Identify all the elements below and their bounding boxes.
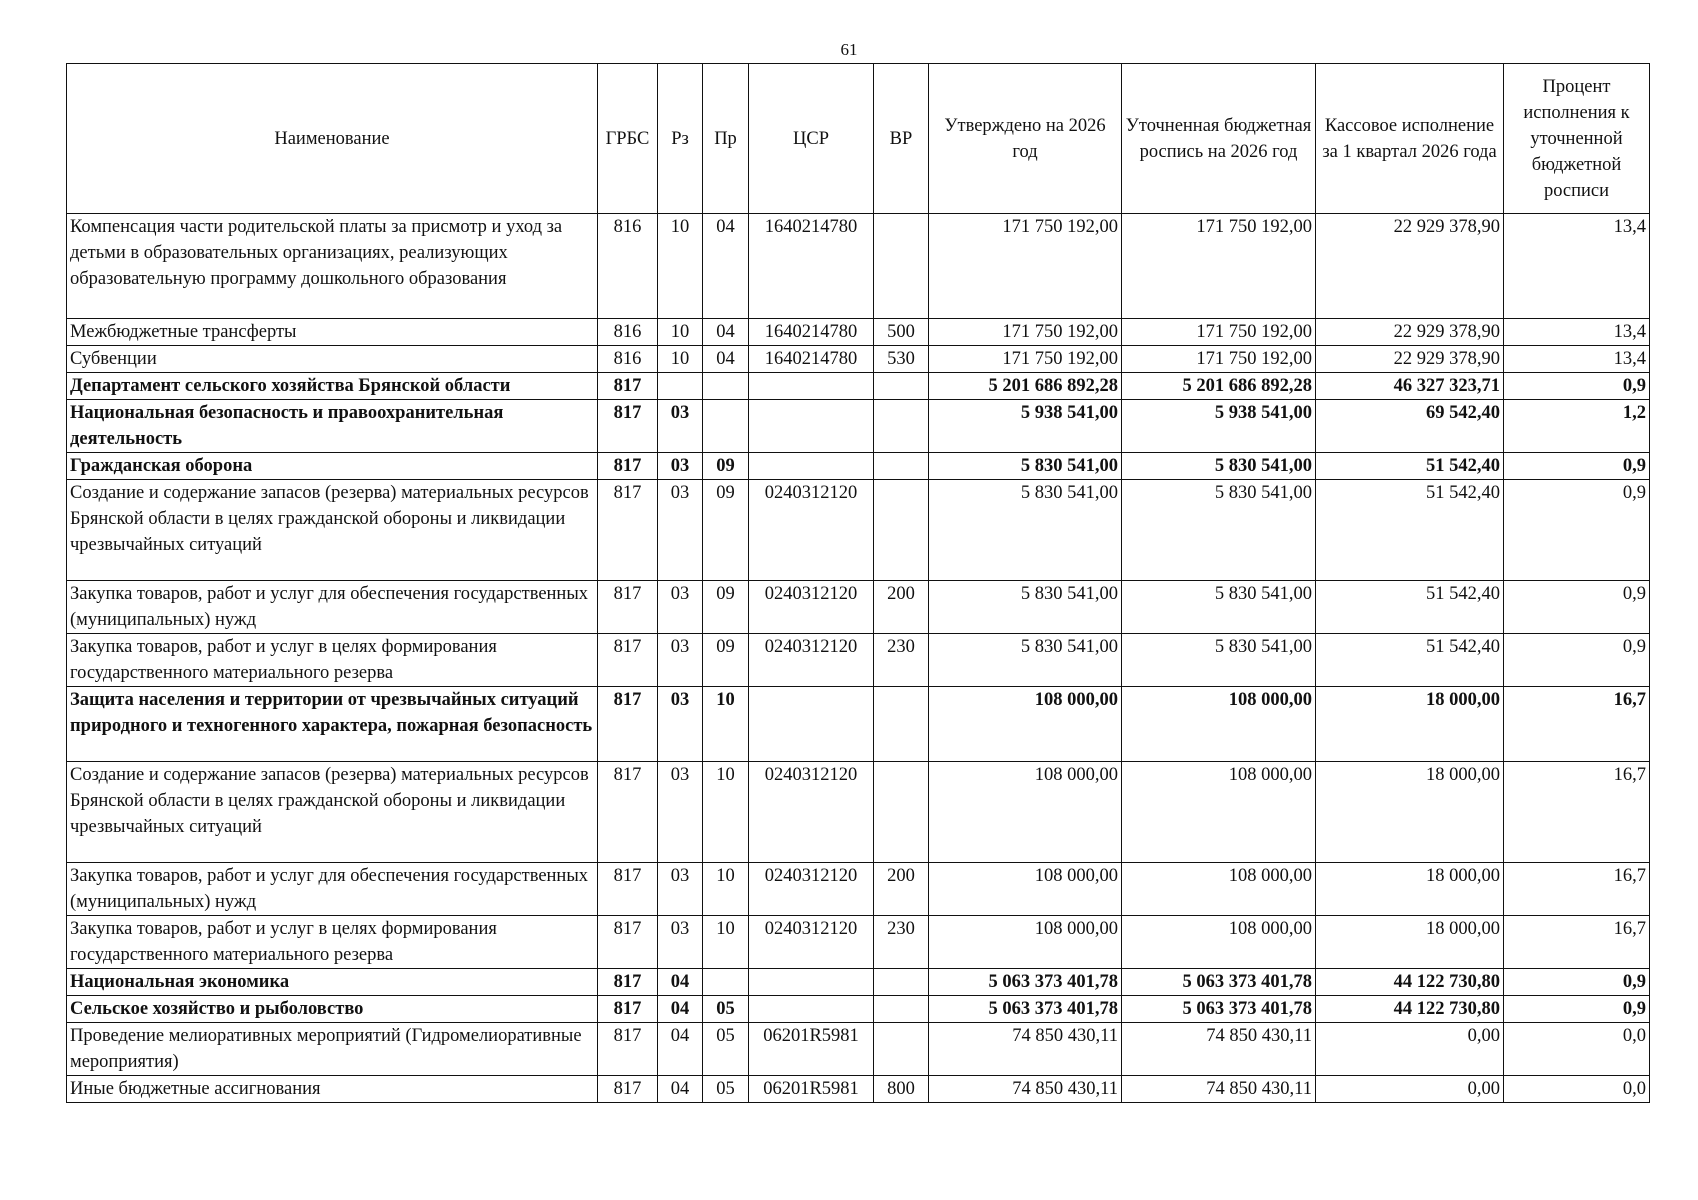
budget-execution-table xyxy=(66,63,1650,1103)
row-vr: 530 xyxy=(874,346,929,373)
row-approved: 171 750 192,00 xyxy=(929,346,1122,373)
row-name: Иные бюджетные ассигнования xyxy=(67,1076,598,1103)
row-cash: 18 000,00 xyxy=(1316,687,1504,762)
row-cash: 51 542,40 xyxy=(1316,634,1504,687)
row-percent: 13,4 xyxy=(1504,319,1650,346)
row-csr: 0240312120 xyxy=(749,480,874,581)
row-cash: 22 929 378,90 xyxy=(1316,214,1504,319)
table-row xyxy=(67,373,1650,400)
row-approved: 74 850 430,11 xyxy=(929,1076,1122,1103)
row-approved: 108 000,00 xyxy=(929,762,1122,863)
row-percent: 16,7 xyxy=(1504,863,1650,916)
table-row xyxy=(67,480,1650,581)
row-grbs: 817 xyxy=(598,480,658,581)
table-row xyxy=(67,996,1650,1023)
row-vr xyxy=(874,480,929,581)
row-vr: 200 xyxy=(874,863,929,916)
row-pr: 05 xyxy=(703,996,749,1023)
row-rz: 03 xyxy=(658,480,703,581)
row-vr xyxy=(874,762,929,863)
row-csr: 0240312120 xyxy=(749,581,874,634)
table-row xyxy=(67,687,1650,762)
row-name: Департамент сельского хозяйства Брянской области xyxy=(67,373,598,400)
row-csr xyxy=(749,996,874,1023)
row-vr xyxy=(874,400,929,453)
row-grbs: 817 xyxy=(598,762,658,863)
table-row xyxy=(67,581,1650,634)
row-refined: 5 063 373 401,78 xyxy=(1122,996,1316,1023)
row-rz: 03 xyxy=(658,634,703,687)
row-grbs: 817 xyxy=(598,373,658,400)
row-name: Компенсация части родительской платы за присмотр и уход за детьми в образовательных организациях, реализующих образовательную программу дошкольного образования xyxy=(67,214,598,319)
row-vr xyxy=(874,214,929,319)
row-refined: 108 000,00 xyxy=(1122,687,1316,762)
row-percent: 0,9 xyxy=(1504,453,1650,480)
row-percent: 13,4 xyxy=(1504,346,1650,373)
table-row xyxy=(67,453,1650,480)
row-grbs: 817 xyxy=(598,581,658,634)
row-grbs: 816 xyxy=(598,346,658,373)
table-row xyxy=(67,634,1650,687)
row-csr: 06201R5981 xyxy=(749,1076,874,1103)
row-vr xyxy=(874,969,929,996)
row-approved: 5 830 541,00 xyxy=(929,453,1122,480)
row-cash: 51 542,40 xyxy=(1316,480,1504,581)
row-approved: 108 000,00 xyxy=(929,863,1122,916)
row-name: Защита населения и территории от чрезвычайных ситуаций природного и техногенного характера, пожарная безопасность xyxy=(67,687,598,762)
column-header-approved: Утверждено на 2026 год xyxy=(929,64,1122,214)
row-grbs: 817 xyxy=(598,687,658,762)
row-pr: 10 xyxy=(703,687,749,762)
table-row xyxy=(67,863,1650,916)
row-vr: 230 xyxy=(874,634,929,687)
row-csr: 1640214780 xyxy=(749,346,874,373)
table-row xyxy=(67,346,1650,373)
table-row xyxy=(67,1076,1650,1103)
row-percent: 13,4 xyxy=(1504,214,1650,319)
row-refined: 108 000,00 xyxy=(1122,916,1316,969)
row-vr xyxy=(874,1023,929,1076)
row-approved: 5 830 541,00 xyxy=(929,581,1122,634)
row-grbs: 817 xyxy=(598,1023,658,1076)
page-number: 61 xyxy=(840,40,858,59)
row-name: Национальная экономика xyxy=(67,969,598,996)
row-refined: 5 830 541,00 xyxy=(1122,581,1316,634)
row-name: Проведение мелиоративных мероприятий (Гидромелиоративные мероприятия) xyxy=(67,1023,598,1076)
row-pr xyxy=(703,400,749,453)
column-header-rz: Рз xyxy=(658,64,703,214)
row-csr xyxy=(749,453,874,480)
row-vr xyxy=(874,373,929,400)
row-name: Создание и содержание запасов (резерва) материальных ресурсов Брянской области в целях гражданской обороны и ликвидации чрезвычайных ситуаций xyxy=(67,480,598,581)
row-csr xyxy=(749,687,874,762)
table-row xyxy=(67,214,1650,319)
row-csr: 06201R5981 xyxy=(749,1023,874,1076)
row-csr xyxy=(749,373,874,400)
row-grbs: 817 xyxy=(598,634,658,687)
row-refined: 5 830 541,00 xyxy=(1122,480,1316,581)
row-pr: 09 xyxy=(703,634,749,687)
row-pr xyxy=(703,373,749,400)
row-cash: 0,00 xyxy=(1316,1023,1504,1076)
row-name: Закупка товаров, работ и услуг в целях формирования государственного материального резерва xyxy=(67,634,598,687)
row-grbs: 817 xyxy=(598,400,658,453)
row-approved: 171 750 192,00 xyxy=(929,214,1122,319)
row-grbs: 817 xyxy=(598,996,658,1023)
row-approved: 5 938 541,00 xyxy=(929,400,1122,453)
row-rz: 03 xyxy=(658,762,703,863)
row-csr: 0240312120 xyxy=(749,863,874,916)
row-cash: 51 542,40 xyxy=(1316,453,1504,480)
row-approved: 108 000,00 xyxy=(929,687,1122,762)
table-row xyxy=(67,969,1650,996)
row-csr: 1640214780 xyxy=(749,214,874,319)
row-pr: 04 xyxy=(703,346,749,373)
row-pr: 04 xyxy=(703,214,749,319)
row-percent: 0,9 xyxy=(1504,373,1650,400)
row-grbs: 816 xyxy=(598,214,658,319)
row-name: Закупка товаров, работ и услуг в целях формирования государственного материального резерва xyxy=(67,916,598,969)
row-grbs: 817 xyxy=(598,863,658,916)
row-grbs: 817 xyxy=(598,969,658,996)
row-percent: 0,9 xyxy=(1504,581,1650,634)
row-refined: 171 750 192,00 xyxy=(1122,346,1316,373)
row-name: Межбюджетные трансферты xyxy=(67,319,598,346)
row-vr: 200 xyxy=(874,581,929,634)
row-cash: 46 327 323,71 xyxy=(1316,373,1504,400)
row-cash: 44 122 730,80 xyxy=(1316,969,1504,996)
row-percent: 16,7 xyxy=(1504,762,1650,863)
row-rz: 03 xyxy=(658,581,703,634)
row-grbs: 816 xyxy=(598,319,658,346)
row-percent: 1,2 xyxy=(1504,400,1650,453)
row-approved: 5 063 373 401,78 xyxy=(929,969,1122,996)
row-name: Национальная безопасность и правоохранительная деятельность xyxy=(67,400,598,453)
row-grbs: 817 xyxy=(598,453,658,480)
row-rz: 10 xyxy=(658,346,703,373)
row-cash: 18 000,00 xyxy=(1316,863,1504,916)
row-refined: 5 201 686 892,28 xyxy=(1122,373,1316,400)
column-header-name: Наименование xyxy=(67,64,598,214)
column-header-grbs: ГРБС xyxy=(598,64,658,214)
row-rz: 10 xyxy=(658,214,703,319)
row-percent: 0,9 xyxy=(1504,996,1650,1023)
row-rz: 04 xyxy=(658,996,703,1023)
row-rz: 04 xyxy=(658,1023,703,1076)
row-pr: 09 xyxy=(703,453,749,480)
row-approved: 171 750 192,00 xyxy=(929,319,1122,346)
row-pr: 10 xyxy=(703,863,749,916)
row-percent: 0,9 xyxy=(1504,480,1650,581)
row-vr xyxy=(874,996,929,1023)
row-name: Закупка товаров, работ и услуг для обеспечения государственных (муниципальных) нужд xyxy=(67,863,598,916)
row-name: Сельское хозяйство и рыболовство xyxy=(67,996,598,1023)
row-percent: 16,7 xyxy=(1504,687,1650,762)
row-cash: 0,00 xyxy=(1316,1076,1504,1103)
row-rz: 10 xyxy=(658,319,703,346)
row-approved: 5 830 541,00 xyxy=(929,634,1122,687)
table-row xyxy=(67,762,1650,863)
row-name: Создание и содержание запасов (резерва) материальных ресурсов Брянской области в целях гражданской обороны и ликвидации чрезвычайных ситуаций xyxy=(67,762,598,863)
row-refined: 74 850 430,11 xyxy=(1122,1023,1316,1076)
column-header-pr: Пр xyxy=(703,64,749,214)
row-cash: 18 000,00 xyxy=(1316,762,1504,863)
row-csr: 0240312120 xyxy=(749,762,874,863)
row-pr: 10 xyxy=(703,916,749,969)
column-header-percent: Процент исполнения к уточненной бюджетной росписи xyxy=(1504,64,1650,214)
row-approved: 74 850 430,11 xyxy=(929,1023,1122,1076)
row-vr: 500 xyxy=(874,319,929,346)
row-rz: 03 xyxy=(658,400,703,453)
row-cash: 69 542,40 xyxy=(1316,400,1504,453)
row-approved: 108 000,00 xyxy=(929,916,1122,969)
row-cash: 51 542,40 xyxy=(1316,581,1504,634)
table-row xyxy=(67,916,1650,969)
row-refined: 171 750 192,00 xyxy=(1122,214,1316,319)
row-pr: 05 xyxy=(703,1076,749,1103)
row-vr: 800 xyxy=(874,1076,929,1103)
row-csr: 0240312120 xyxy=(749,634,874,687)
row-cash: 22 929 378,90 xyxy=(1316,346,1504,373)
row-rz: 03 xyxy=(658,916,703,969)
table-row xyxy=(67,319,1650,346)
table-row xyxy=(67,1023,1650,1076)
row-vr xyxy=(874,453,929,480)
row-percent: 16,7 xyxy=(1504,916,1650,969)
row-csr xyxy=(749,969,874,996)
row-rz: 03 xyxy=(658,453,703,480)
row-percent: 0,9 xyxy=(1504,969,1650,996)
row-cash: 44 122 730,80 xyxy=(1316,996,1504,1023)
row-rz xyxy=(658,373,703,400)
row-name: Гражданская оборона xyxy=(67,453,598,480)
header-row xyxy=(67,64,1650,214)
row-percent: 0,9 xyxy=(1504,634,1650,687)
row-refined: 5 938 541,00 xyxy=(1122,400,1316,453)
row-pr: 04 xyxy=(703,319,749,346)
table-body xyxy=(67,214,1650,1103)
row-pr: 09 xyxy=(703,581,749,634)
row-percent: 0,0 xyxy=(1504,1023,1650,1076)
row-refined: 5 830 541,00 xyxy=(1122,453,1316,480)
row-rz: 04 xyxy=(658,969,703,996)
row-refined: 5 063 373 401,78 xyxy=(1122,969,1316,996)
row-approved: 5 830 541,00 xyxy=(929,480,1122,581)
row-refined: 74 850 430,11 xyxy=(1122,1076,1316,1103)
column-header-refined: Уточненная бюджетная роспись на 2026 год xyxy=(1122,64,1316,214)
column-header-csr: ЦСР xyxy=(749,64,874,214)
row-grbs: 817 xyxy=(598,916,658,969)
row-refined: 5 830 541,00 xyxy=(1122,634,1316,687)
row-rz: 03 xyxy=(658,687,703,762)
row-cash: 22 929 378,90 xyxy=(1316,319,1504,346)
row-rz: 03 xyxy=(658,863,703,916)
row-rz: 04 xyxy=(658,1076,703,1103)
row-approved: 5 063 373 401,78 xyxy=(929,996,1122,1023)
row-vr: 230 xyxy=(874,916,929,969)
row-pr: 10 xyxy=(703,762,749,863)
row-csr: 1640214780 xyxy=(749,319,874,346)
column-header-vr: ВР xyxy=(874,64,929,214)
row-approved: 5 201 686 892,28 xyxy=(929,373,1122,400)
row-grbs: 817 xyxy=(598,1076,658,1103)
row-pr xyxy=(703,969,749,996)
row-refined: 171 750 192,00 xyxy=(1122,319,1316,346)
row-name: Субвенции xyxy=(67,346,598,373)
row-vr xyxy=(874,687,929,762)
row-name: Закупка товаров, работ и услуг для обеспечения государственных (муниципальных) нужд xyxy=(67,581,598,634)
row-percent: 0,0 xyxy=(1504,1076,1650,1103)
row-refined: 108 000,00 xyxy=(1122,762,1316,863)
row-pr: 09 xyxy=(703,480,749,581)
row-refined: 108 000,00 xyxy=(1122,863,1316,916)
row-pr: 05 xyxy=(703,1023,749,1076)
table-row xyxy=(67,400,1650,453)
row-cash: 18 000,00 xyxy=(1316,916,1504,969)
column-header-cash: Кассовое исполнение за 1 квартал 2026 года xyxy=(1316,64,1504,214)
row-csr xyxy=(749,400,874,453)
row-csr: 0240312120 xyxy=(749,916,874,969)
